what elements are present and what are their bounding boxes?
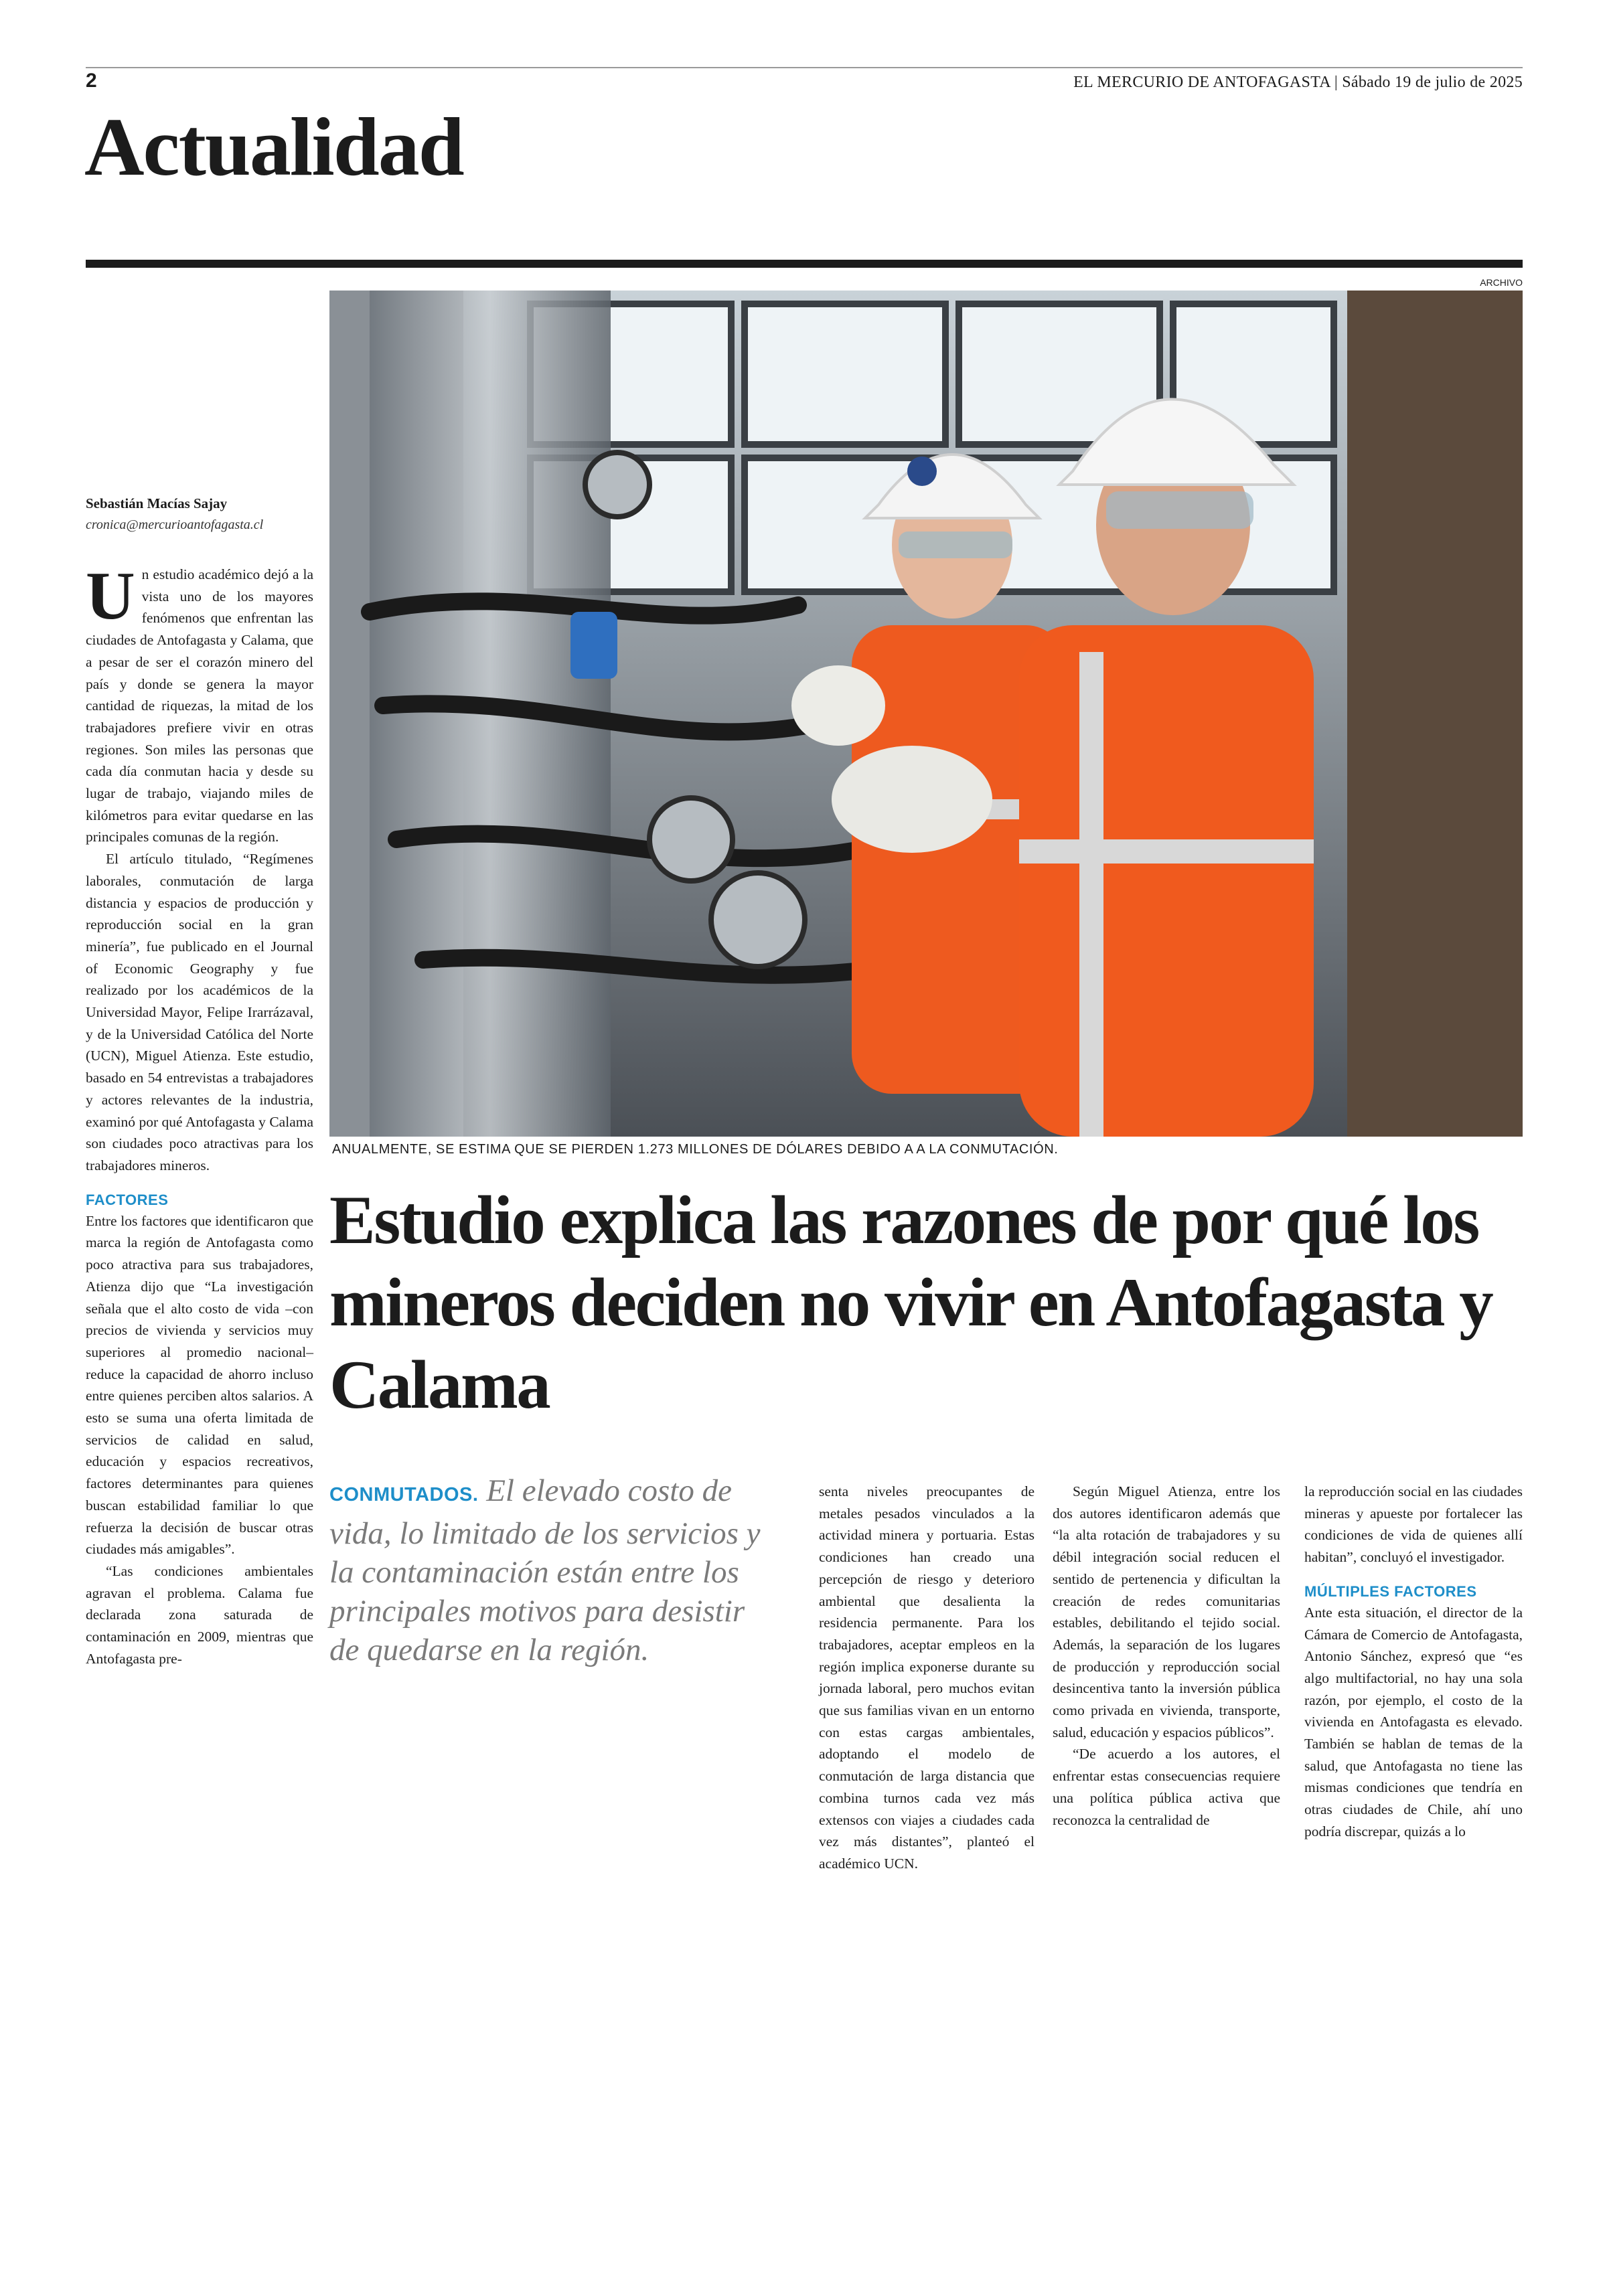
article-paragraph: Ante esta situación, el director de la Cámara de Comercio de Antofagasta, Antonio Sánchez, expresó que “es algo multifactorial, no hay una sola razón, por ejemplo, el costo de la vivienda en Antofagasta es elevado. También se hablan de temas de la salud, que Antofagasta no tiene las mismas condiciones que tendría en otras ciudades de Chile, ahí uno podría discrepar, quizás a lo bbox=[1304, 1604, 1523, 1839]
article-column-3 bbox=[819, 1481, 1035, 1875]
article-paragraph: la reproducción social en las ciudades mineras y apueste por fortalecer las condiciones de vida de quienes allí habitan”, concluyó el investigador. bbox=[1304, 1483, 1523, 1566]
subheading-multiples-factores: MÚLTIPLES FACTORES bbox=[1304, 1582, 1477, 1600]
article-column-5 bbox=[1304, 1481, 1523, 1843]
page-number: 2 bbox=[86, 70, 97, 92]
article-paragraph: El artículo titulado, “Regímenes laborales, conmutación de larga distancia y espacios de producción y reproducción social en la gran minería”, fue publicado en el Journal of Economic Geography y fue realizado por los académicos de la Universidad Mayor, Felipe Irarrázaval, y de la Universidad Católica del Norte (UCN), Miguel Atienza. Este estudio, basado en 54 entrevistas a trabajadores y actores relevantes de la industria, examinó por qué Antofagasta y Calama son ciudades poco atractivas para los trabajadores mineros. bbox=[86, 851, 313, 1173]
article-paragraph: Según Miguel Atienza, entre los dos autores identificaron además que “la alta rotación de trabajadores y su débil integración social reducen el sentido de pertenencia y dificultan la creación de redes comunitarias estables, debilitando el tejido social. Además, la separación de los lugares de producción y reproducción social desincentiva tanto la inversión pública como privada en vivienda, transporte, salud, educación y espacios públicos”. bbox=[1053, 1483, 1280, 1740]
article-paragraph: senta niveles preocupantes de metales pesados vinculados a la actividad minera y portuaria. Estas condiciones han creado una percepción de riesgo y deterioro ambiental que desalienta la residencia permanente. Para los trabajadores, aceptar empleos en la región implica exponerse durante su jornada laboral, pero muchos evitan que sus familias vivan en un entorno con estas cargas ambientales, adoptando el modelo de conmutación de larga distancia que combina turnos cada vez más extensos con viajes a ciudades cada vez más distantes”, planteó el académico UCN. bbox=[819, 1483, 1035, 1872]
author-name: Sebastián Macías Sajay bbox=[86, 495, 228, 511]
photo-credit: ARCHIVO bbox=[1480, 277, 1523, 288]
lede-text: El elevado costo de vida, lo limitado de los servicios y la contaminación están entre los principales motivos para desistir de quedarse en la región. bbox=[329, 1473, 761, 1667]
article-paragraph: “Las condiciones ambientales agravan el problema. Calama fue declarada zona saturada de contaminación en 2009, mientras que Antofagasta pre- bbox=[86, 1562, 313, 1667]
article-paragraph: “De acuerdo a los autores, el enfrentar estas consecuencias requiere una política pública activa que reconozca la centralidad de bbox=[1053, 1746, 1280, 1828]
photo-caption: ANUALMENTE, SE ESTIMA QUE SE PIERDEN 1.273 MILLONES DE DÓLARES DEBIDO A A LA CONMUTACIÓN. bbox=[332, 1142, 1059, 1157]
lede bbox=[329, 1471, 778, 1669]
headline: Estudio explica las razones de por qué los mineros deciden no vivir en Antofagasta y Calama bbox=[329, 1182, 1493, 1423]
article-photo bbox=[329, 291, 1523, 1137]
subheading-factores: FACTORES bbox=[86, 1191, 169, 1208]
workers-illustration bbox=[329, 291, 1523, 1137]
masthead: EL MERCURIO DE ANTOFAGASTA | Sábado 19 de julio de 2025 bbox=[1073, 74, 1523, 91]
byline bbox=[86, 495, 313, 533]
author-email[interactable]: cronica@mercurioantofagasta.cl bbox=[86, 517, 264, 532]
article-paragraph: Entre los factores que identificaron que marca la región de Antofagasta como poco atractiva para sus trabajadores, Atienza dijo que “La investigación señala que el alto costo de vida –con precios de vivienda y servicios muy superiores al promedio nacional– reduce la capacidad de ahorro incluso entre quienes perciben altos salarios. A esto se suma una oferta limitada de servicios de calidad en salud, educación y espacios recreativos, factores determinantes para quienes buscan estabilidad familiar lo que refuerza la decisión de buscar otras ciudades más amigables”. bbox=[86, 1212, 313, 1558]
lede-kicker: CONMUTADOS. bbox=[329, 1484, 479, 1505]
article-paragraph: Un estudio académico dejó a la vista uno de los mayores fenómenos que enfrentan las ciudades de Antofagasta y Calama, que a pesar de ser el corazón minero del país y donde se genera la mayor cantidad de riquezas, la mitad de los trabajadores prefiere vivir en otras regiones. Son miles las personas que cada día conmutan hacia y desde su lugar de trabajo, viajando miles de kilómetros para evitar quedarse en las principales comunas de la región. bbox=[86, 558, 313, 845]
article-column-1 bbox=[86, 558, 313, 1669]
header-rule bbox=[86, 67, 1523, 68]
section-title: Actualidad bbox=[84, 101, 463, 193]
article-column-4 bbox=[1053, 1481, 1280, 1831]
section-rule bbox=[86, 260, 1523, 268]
drop-cap: U bbox=[86, 558, 135, 634]
